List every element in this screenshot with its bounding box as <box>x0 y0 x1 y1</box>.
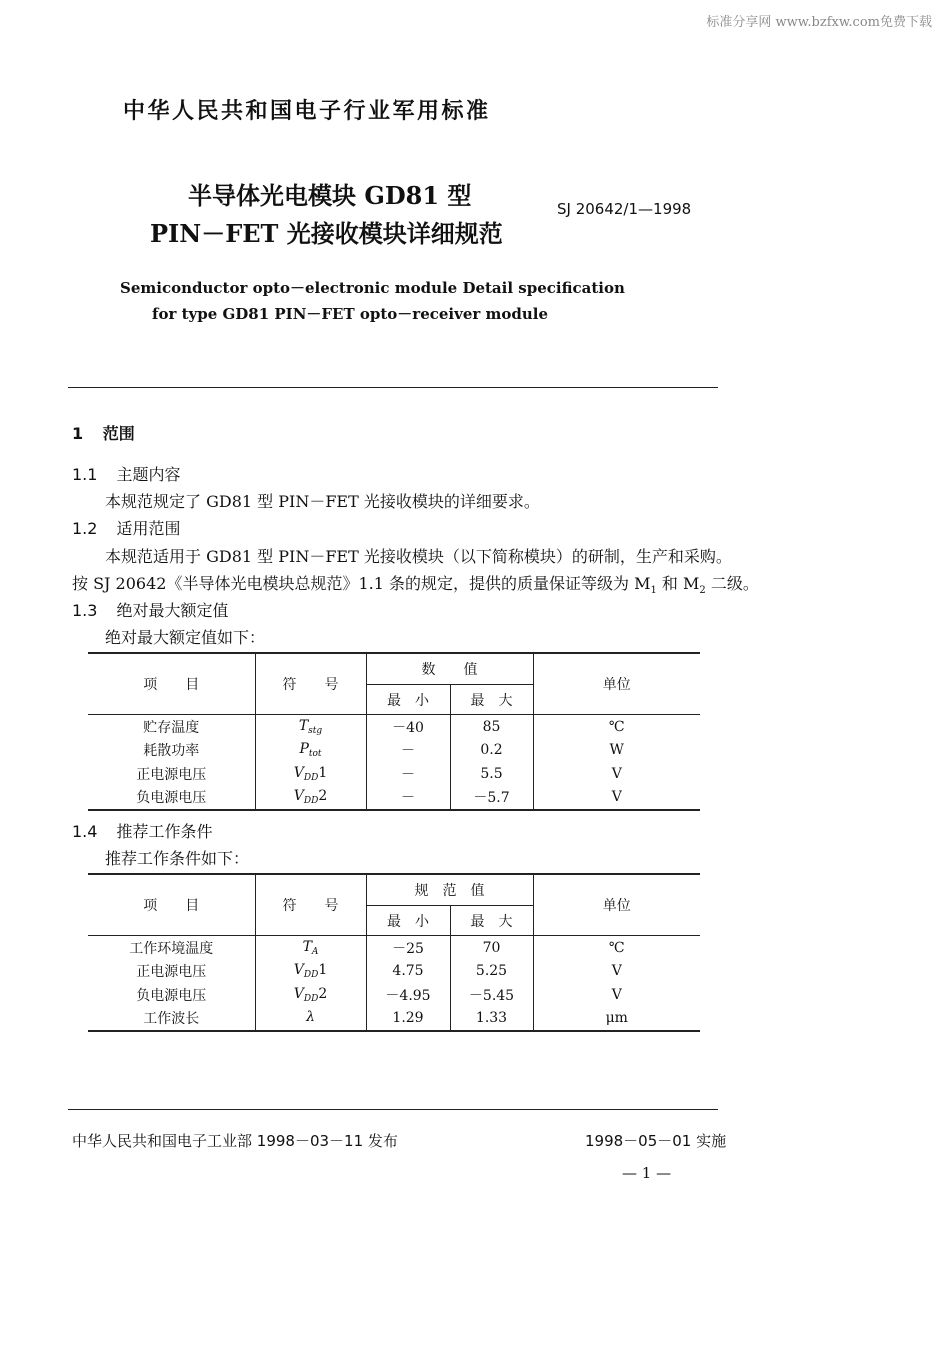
page-number: — 1 — <box>622 1164 672 1182</box>
text-fragment: 和 M <box>656 574 700 593</box>
table-row <box>88 1007 700 1032</box>
cell-min: －40 <box>366 715 450 739</box>
symbol-main: λ <box>306 1009 315 1026</box>
cell-max: －5.7 <box>450 786 533 811</box>
cell-max: 0.2 <box>450 739 533 763</box>
cell-item: 正电源电压 <box>88 960 255 984</box>
cell-symbol <box>255 1007 366 1032</box>
cell-item: 贮存温度 <box>88 715 255 739</box>
table-row <box>88 739 700 763</box>
cell-unit: ℃ <box>608 939 625 956</box>
symbol-suffix: 2 <box>318 788 328 805</box>
section-1-1-heading <box>72 462 181 485</box>
header-unit: 单位 <box>602 898 631 914</box>
effective-date: 1998－05－01 实施 <box>585 1132 727 1150</box>
symbol-sub: DD <box>303 796 319 807</box>
section-title: 范围 <box>102 424 135 443</box>
cell-symbol <box>255 960 366 984</box>
section-1-3-intro: 绝对最大额定值如下： <box>105 628 266 647</box>
table-row <box>88 762 700 786</box>
cell-min: 4.75 <box>366 960 450 984</box>
symbol-sub: tot <box>308 749 322 760</box>
standard-code: SJ 20642/1—1998 <box>557 200 692 218</box>
header-min: 最 小 <box>366 685 450 715</box>
header-symbol: 符 号 <box>255 874 366 936</box>
cell-symbol <box>255 762 366 786</box>
table-row <box>88 715 700 739</box>
cell-unit: V <box>611 963 622 980</box>
header-unit: 单位 <box>602 677 631 693</box>
cell-symbol <box>255 936 366 960</box>
text-fragment: 按 SJ 20642《半导体光电模块总规范》1.1 条的规定，提供的质量保证等级为 M <box>72 574 651 593</box>
standard-series-title: 中华人民共和国电子行业军用标准 <box>123 99 491 124</box>
table-row <box>88 936 700 960</box>
cell-item: 耗散功率 <box>88 739 255 763</box>
cell-item: 工作波长 <box>88 1007 255 1032</box>
cell-symbol <box>255 739 366 763</box>
symbol-sub: DD <box>303 993 319 1004</box>
cell-symbol <box>255 983 366 1007</box>
absolute-max-ratings-table <box>88 652 700 811</box>
section-1-2-heading <box>72 516 181 539</box>
watermark-text: 标准分享网 www.bzfxw.com免费下载 <box>706 15 932 30</box>
header-max: 最 大 <box>450 685 533 715</box>
table-row <box>88 960 700 984</box>
symbol-sub: A <box>311 946 319 957</box>
cell-min: －25 <box>366 936 450 960</box>
symbol-suffix: 1 <box>318 764 328 781</box>
title-chinese-line-2: PIN－FET 光接收模块详细规范 <box>150 219 503 248</box>
symbol-main: T <box>302 938 312 955</box>
symbol-main: V <box>293 985 304 1002</box>
cell-item: 负电源电压 <box>88 786 255 811</box>
symbol-sub: stg <box>308 725 323 736</box>
section-1-1-text: 本规范规定了 GD81 型 PIN－FET 光接收模块的详细要求。 <box>105 492 540 511</box>
header-item: 项 目 <box>88 874 255 936</box>
cell-min: － <box>366 762 450 786</box>
section-1-3-heading <box>72 598 229 621</box>
section-number: 1.3 <box>72 601 98 620</box>
cell-max: 5.25 <box>450 960 533 984</box>
section-number: 1.1 <box>72 465 98 484</box>
cell-min: 1.29 <box>366 1007 450 1032</box>
title-english-line-1: Semiconductor opto－electronic module Detail specification <box>120 279 625 297</box>
header-min: 最 小 <box>366 906 450 936</box>
section-1-heading <box>72 421 135 444</box>
section-number: 1.2 <box>72 519 98 538</box>
cell-unit: μm <box>605 1010 628 1027</box>
subscript: 2 <box>699 585 706 597</box>
table-row <box>88 786 700 811</box>
section-number: 1.4 <box>72 822 98 841</box>
section-title: 推荐工作条件 <box>116 822 213 841</box>
header-symbol: 符 号 <box>255 653 366 715</box>
cell-unit: V <box>611 765 622 782</box>
cell-item: 负电源电压 <box>88 983 255 1007</box>
symbol-main: V <box>293 788 304 805</box>
recommended-conditions-table <box>88 873 700 1032</box>
footer-divider <box>68 1109 718 1110</box>
symbol-main: T <box>298 717 309 734</box>
section-1-4-heading <box>72 819 213 842</box>
subscript: 1 <box>650 585 657 597</box>
section-title: 绝对最大额定值 <box>116 601 229 620</box>
symbol-sub: DD <box>303 772 319 783</box>
cell-item: 正电源电压 <box>88 762 255 786</box>
header-values: 数 值 <box>366 653 533 685</box>
cell-symbol <box>255 715 366 739</box>
cell-max: 1.33 <box>450 1007 533 1032</box>
cell-unit: ℃ <box>608 718 625 735</box>
cell-max: 70 <box>450 936 533 960</box>
cell-min: － <box>366 786 450 811</box>
header-max: 最 大 <box>450 906 533 936</box>
cell-item: 工作环境温度 <box>88 936 255 960</box>
symbol-suffix: 1 <box>318 962 328 979</box>
symbol-suffix: 2 <box>318 985 328 1002</box>
cell-max: 5.5 <box>450 762 533 786</box>
cell-unit: V <box>611 986 622 1003</box>
symbol-sub: DD <box>303 970 319 981</box>
issue-statement: 中华人民共和国电子工业部 1998－03－11 发布 <box>72 1132 398 1150</box>
symbol-main: P <box>299 741 309 758</box>
section-1-2-text-line-2 <box>72 571 759 596</box>
title-english-line-2: for type GD81 PIN－FET opto－receiver module <box>152 305 549 323</box>
cell-max: －5.45 <box>450 983 533 1007</box>
header-divider <box>68 387 718 388</box>
cell-min: －4.95 <box>366 983 450 1007</box>
cell-min: － <box>366 739 450 763</box>
section-title: 适用范围 <box>116 519 181 538</box>
section-title: 主题内容 <box>116 465 181 484</box>
header-values: 规 范 值 <box>366 874 533 906</box>
symbol-main: V <box>293 764 304 781</box>
cell-symbol <box>255 786 366 811</box>
table-row <box>88 983 700 1007</box>
section-number: 1 <box>72 424 84 443</box>
section-1-2-text-line-1: 本规范适用于 GD81 型 PIN－FET 光接收模块（以下简称模块）的研制，生产和采购。 <box>105 547 732 566</box>
section-1-4-intro: 推荐工作条件如下： <box>105 849 250 868</box>
cell-unit: W <box>609 742 624 759</box>
cell-max: 85 <box>450 715 533 739</box>
header-item: 项 目 <box>88 653 255 715</box>
cell-unit: V <box>611 789 622 806</box>
title-chinese-line-1: 半导体光电模块 GD81 型 <box>188 181 472 210</box>
text-fragment: 二级。 <box>705 574 759 593</box>
symbol-main: V <box>293 962 304 979</box>
